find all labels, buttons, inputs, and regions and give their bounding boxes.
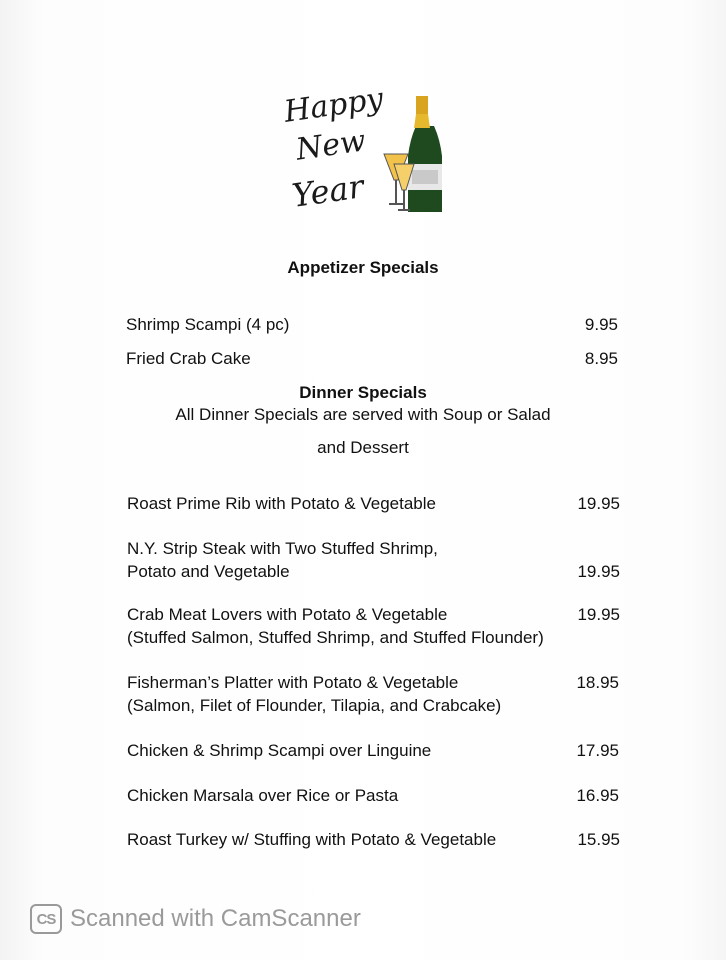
logo-line-happy: Happy (282, 81, 386, 130)
menu-item-name: N.Y. Strip Steak with Two Stuffed Shrimp, (127, 539, 438, 558)
menu-item-price: 16.95 (576, 786, 619, 805)
menu-item-description: (Stuffed Salmon, Stuffed Shrimp, and Stuffed Flounder) (127, 628, 544, 647)
camscanner-watermark (30, 903, 361, 935)
menu-item-name: Shrimp Scampi (4 pc) (126, 315, 290, 334)
logo-line-new: New (293, 123, 368, 168)
champagne-bottle-glasses-icon (380, 94, 450, 219)
dinner-specials-heading: Dinner Specials (299, 383, 427, 402)
menu-item-price: 19.95 (577, 494, 620, 513)
menu-item-name: Crab Meat Lovers with Potato & Vegetable (127, 605, 448, 624)
menu-item-price: 9.95 (584, 315, 618, 334)
menu-item-name: Fisherman’s Platter with Potato & Vegetable (127, 673, 459, 692)
menu-item-name: Roast Turkey w/ Stuffing with Potato & Vegetable (127, 830, 497, 849)
menu-item-description: (Salmon, Filet of Flounder, Tilapia, and Crabcake) (127, 696, 502, 715)
menu-item-name: Fried Crab Cake (126, 349, 251, 368)
menu-item-description: Potato and Vegetable (127, 562, 290, 581)
menu-item-name: Chicken Marsala over Rice or Pasta (127, 786, 399, 805)
menu-item-price: 18.95 (576, 673, 619, 692)
appetizer-specials-heading: Appetizer Specials (287, 258, 439, 277)
camscanner-logo-icon: CS (30, 904, 62, 934)
menu-item-price: 19.95 (577, 562, 620, 581)
dinner-note-line-1: All Dinner Specials are served with Soup or Salad (175, 405, 551, 424)
menu-item-name: Chicken & Shrimp Scampi over Linguine (127, 741, 432, 760)
watermark-text: Scanned with CamScanner (70, 905, 361, 932)
menu-item-price: 17.95 (576, 741, 619, 760)
menu-item-price: 8.95 (584, 349, 618, 368)
menu-item-price: 15.95 (577, 830, 620, 849)
dinner-note-line-2: and Dessert (317, 438, 409, 457)
menu-item-name: Roast Prime Rib with Potato & Vegetable (127, 494, 436, 513)
menu-item-price: 19.95 (577, 605, 620, 624)
logo-line-year: Year (289, 167, 366, 215)
happy-new-year-logo (280, 81, 450, 226)
